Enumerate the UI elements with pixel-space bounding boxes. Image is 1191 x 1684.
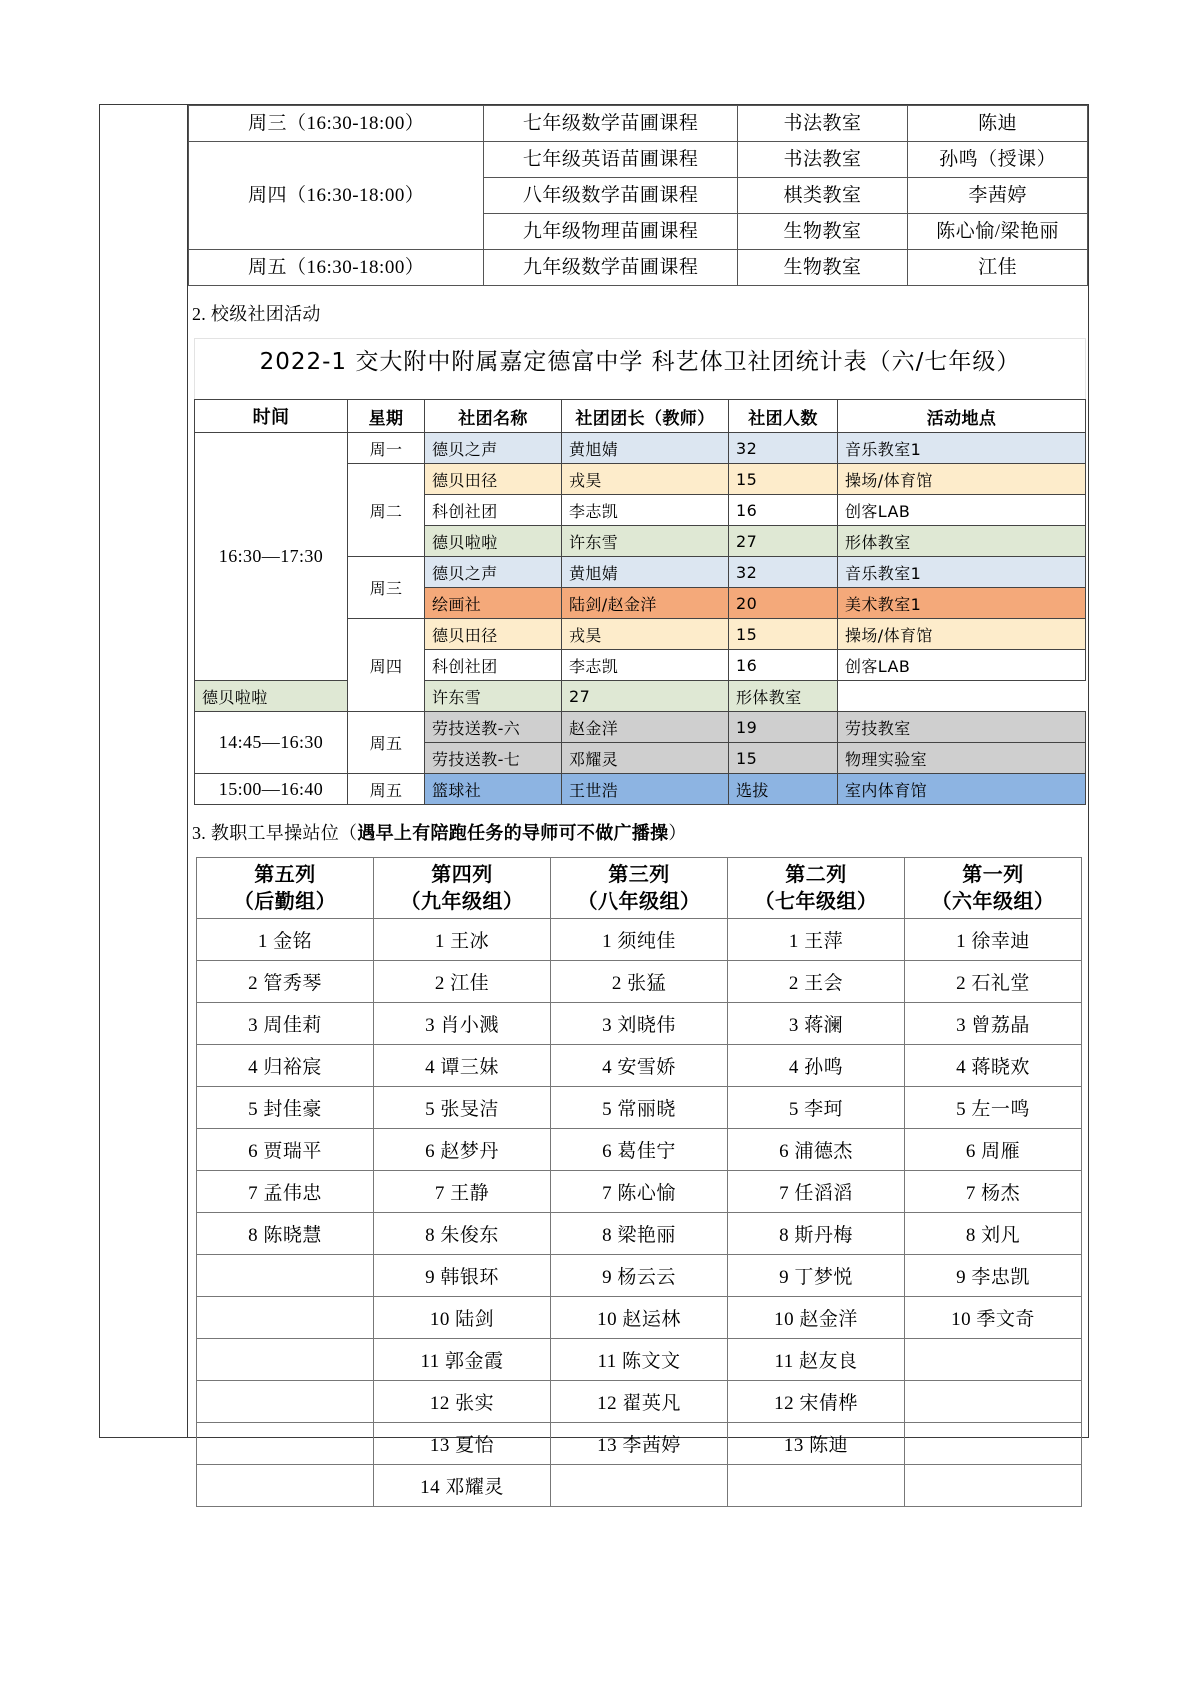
club-count-cell: 20: [729, 588, 838, 619]
morning-name-cell-col4: 9 丁梦悦: [728, 1255, 905, 1297]
morning-name-cell-col3: 12 翟英凡: [551, 1381, 728, 1423]
club-leader-cell: 赵金洋: [562, 712, 729, 743]
club-location-cell: 创客LAB: [838, 495, 1086, 526]
club-row: [195, 774, 1086, 805]
morning-header-col-2: [374, 858, 551, 919]
club-name-cell: 篮球社: [425, 774, 562, 805]
club-location-cell: 操场/体育馆: [838, 464, 1086, 495]
club-time-cell: 16:30—17:30: [195, 433, 348, 681]
morning-row: [197, 1423, 1082, 1465]
miaopu-teacher-cell: 陈心愉/梁艳丽: [908, 214, 1088, 250]
morning-name-cell-col5: 5 左一鸣: [905, 1087, 1082, 1129]
morning-name-cell-col1: 7 孟伟忠: [197, 1171, 374, 1213]
page-frame: [99, 104, 1089, 1498]
club-count-cell: 16: [729, 495, 838, 526]
club-header-location: 活动地点: [838, 400, 1086, 433]
miaopu-teacher-cell: 江佳: [908, 250, 1088, 286]
morning-header-col-5: [905, 858, 1082, 919]
morning-name-cell-col3: [551, 1465, 728, 1507]
morning-name-cell-col4: 5 李珂: [728, 1087, 905, 1129]
morning-name-cell-col3: 1 须纯佳: [551, 919, 728, 961]
section3-label-bold: 遇早上有陪跑任务的导师可不做广播操: [357, 823, 669, 843]
club-count-cell: 32: [729, 433, 838, 464]
club-count-cell: 选拔: [729, 774, 838, 805]
morning-name-cell-col1: 4 归裕宸: [197, 1045, 374, 1087]
club-name-cell: 科创社团: [425, 495, 562, 526]
morning-row: [197, 1465, 1082, 1507]
club-leader-cell: 邓耀灵: [562, 743, 729, 774]
club-header-row: [195, 400, 1086, 433]
miaopu-course-cell: 九年级物理苗圃课程: [484, 214, 738, 250]
miaopu-day-cell: 周四（16:30-18:00）: [189, 142, 484, 250]
morning-name-cell-col3: 5 常丽晓: [551, 1087, 728, 1129]
club-location-cell: 劳技教室: [838, 712, 1086, 743]
morning-header-line2: （六年级组）: [931, 889, 1055, 913]
club-leader-cell: 王世浩: [562, 774, 729, 805]
morning-name-cell-col1: [197, 1423, 374, 1465]
morning-name-cell-col5: 2 石礼堂: [905, 961, 1082, 1003]
morning-name-cell-col1: [197, 1255, 374, 1297]
morning-row: [197, 961, 1082, 1003]
morning-row: [197, 1381, 1082, 1423]
miaopu-course-cell: 七年级数学苗圃课程: [484, 106, 738, 142]
morning-header-line2: （七年级组）: [754, 889, 878, 913]
club-time-cell: 14:45—16:30: [195, 712, 348, 774]
club-time-cell: 15:00—16:40: [195, 774, 348, 805]
miaopu-teacher-cell: 孙鸣（授课）: [908, 142, 1088, 178]
club-table-title-spacer: [194, 385, 1086, 399]
club-header-name: 社团名称: [425, 400, 562, 433]
morning-name-cell-col4: 12 宋倩桦: [728, 1381, 905, 1423]
morning-table-wrapper: [188, 857, 1088, 1507]
club-leader-cell: 戎昊: [562, 619, 729, 650]
morning-name-cell-col2: 11 郭金霞: [374, 1339, 551, 1381]
miaopu-room-cell: 生物教室: [737, 214, 907, 250]
morning-name-cell-col2: 13 夏怡: [374, 1423, 551, 1465]
club-name-cell: 德贝之声: [425, 557, 562, 588]
morning-name-cell-col5: 4 蒋晓欢: [905, 1045, 1082, 1087]
club-row: [195, 433, 1086, 464]
club-name-cell: 德贝田径: [425, 464, 562, 495]
morning-name-cell-col1: 1 金铭: [197, 919, 374, 961]
morning-row: [197, 1255, 1082, 1297]
club-name-cell: 德贝啦啦: [425, 526, 562, 557]
morning-name-cell-col4: 10 赵金洋: [728, 1297, 905, 1339]
morning-name-cell-col3: 11 陈文文: [551, 1339, 728, 1381]
morning-name-cell-col2: 1 王冰: [374, 919, 551, 961]
club-count-cell: 27: [729, 526, 838, 557]
club-table-title: 2022-1 交大附中附属嘉定德富中学 科艺体卫社团统计表（六/七年级）: [194, 338, 1086, 385]
section3-label: [188, 805, 1088, 857]
morning-name-cell-col2: 2 江佳: [374, 961, 551, 1003]
section2-label: 2. 校级社团活动: [192, 304, 321, 324]
morning-name-cell-col2: 10 陆剑: [374, 1297, 551, 1339]
club-leader-cell: 李志凯: [562, 650, 729, 681]
morning-exercise-table: [196, 857, 1082, 1507]
morning-name-cell-col2: 3 肖小溅: [374, 1003, 551, 1045]
morning-name-cell-col4: 4 孙鸣: [728, 1045, 905, 1087]
morning-name-cell-col5: [905, 1465, 1082, 1507]
morning-name-cell-col4: [728, 1465, 905, 1507]
miaopu-course-cell: 九年级数学苗圃课程: [484, 250, 738, 286]
morning-name-cell-col5: [905, 1423, 1082, 1465]
club-header-day: 星期: [348, 400, 425, 433]
miaopu-room-cell: 生物教室: [737, 250, 907, 286]
morning-name-cell-col4: 6 浦德杰: [728, 1129, 905, 1171]
club-leader-cell: 许东雪: [425, 681, 562, 712]
morning-name-cell-col4: 13 陈迪: [728, 1423, 905, 1465]
miaopu-row: [189, 250, 1088, 286]
club-statistics-table: [194, 399, 1086, 805]
club-leader-cell: 黄旭婧: [562, 433, 729, 464]
miaopu-day-cell: 周三（16:30-18:00）: [189, 106, 484, 142]
morning-name-cell-col2: 9 韩银环: [374, 1255, 551, 1297]
morning-name-cell-col1: 3 周佳莉: [197, 1003, 374, 1045]
morning-name-cell-col1: 8 陈晓慧: [197, 1213, 374, 1255]
miaopu-day-cell: 周五（16:30-18:00）: [189, 250, 484, 286]
morning-row: [197, 1129, 1082, 1171]
morning-row: [197, 1213, 1082, 1255]
club-header-leader: 社团团长（教师）: [562, 400, 729, 433]
club-name-cell: 德贝田径: [425, 619, 562, 650]
club-table-wrapper: [188, 338, 1088, 805]
club-header-time: 时间: [195, 400, 348, 433]
morning-name-cell-col3: 13 李茜婷: [551, 1423, 728, 1465]
morning-header-line1: 第三列: [608, 862, 670, 886]
morning-row: [197, 1087, 1082, 1129]
morning-header-line1: 第四列: [431, 862, 493, 886]
club-name-cell: 劳技送教-六: [425, 712, 562, 743]
morning-row: [197, 1045, 1082, 1087]
morning-name-cell-col5: 7 杨杰: [905, 1171, 1082, 1213]
morning-name-cell-col4: 1 王萍: [728, 919, 905, 961]
club-day-cell: 周一: [348, 433, 425, 464]
morning-name-cell-col2: 4 谭三妹: [374, 1045, 551, 1087]
miaopu-room-cell: 棋类教室: [737, 178, 907, 214]
club-leader-cell: 李志凯: [562, 495, 729, 526]
morning-name-cell-col1: [197, 1297, 374, 1339]
club-leader-cell: 黄旭婧: [562, 557, 729, 588]
morning-name-cell-col4: 7 任滔滔: [728, 1171, 905, 1213]
club-day-cell: 周二: [348, 464, 425, 557]
morning-header-line1: 第一列: [962, 862, 1024, 886]
miaopu-row: [189, 142, 1088, 178]
club-name-cell: 德贝之声: [425, 433, 562, 464]
morning-row: [197, 1171, 1082, 1213]
morning-name-cell-col2: 6 赵梦丹: [374, 1129, 551, 1171]
club-location-cell: 创客LAB: [838, 650, 1086, 681]
club-day-cell: 周四: [348, 619, 425, 712]
miaopu-course-table: [188, 105, 1088, 286]
morning-name-cell-col5: 1 徐幸迪: [905, 919, 1082, 961]
morning-row: [197, 919, 1082, 961]
morning-header-col-4: [728, 858, 905, 919]
morning-name-cell-col5: 10 季文奇: [905, 1297, 1082, 1339]
morning-header-col-3: [551, 858, 728, 919]
club-location-cell: 形体教室: [838, 526, 1086, 557]
club-location-cell: 音乐教室1: [838, 433, 1086, 464]
morning-header-line2: （八年级组）: [577, 889, 701, 913]
club-count-cell: 15: [729, 743, 838, 774]
morning-name-cell-col2: 8 朱俊东: [374, 1213, 551, 1255]
morning-name-cell-col5: 9 李忠凯: [905, 1255, 1082, 1297]
morning-row: [197, 1003, 1082, 1045]
morning-name-cell-col1: [197, 1381, 374, 1423]
club-location-cell: 美术教室1: [838, 588, 1086, 619]
morning-header-line2: （九年级组）: [400, 889, 524, 913]
page-content-column: [188, 105, 1088, 1498]
club-row: [195, 712, 1086, 743]
miaopu-room-cell: 书法教室: [737, 142, 907, 178]
morning-name-cell-col1: 5 封佳豪: [197, 1087, 374, 1129]
club-day-cell: 周三: [348, 557, 425, 619]
club-location-cell: 操场/体育馆: [838, 619, 1086, 650]
morning-name-cell-col4: 11 赵友良: [728, 1339, 905, 1381]
page-left-gutter: [100, 105, 188, 1437]
miaopu-room-cell: 书法教室: [737, 106, 907, 142]
club-location-cell: 室内体育馆: [838, 774, 1086, 805]
club-name-cell: 绘画社: [425, 588, 562, 619]
morning-name-cell-col1: 2 管秀琴: [197, 961, 374, 1003]
morning-name-cell-col3: 9 杨云云: [551, 1255, 728, 1297]
morning-name-cell-col3: 4 安雪娇: [551, 1045, 728, 1087]
club-name-cell: 德贝啦啦: [195, 681, 348, 712]
morning-name-cell-col4: 2 王会: [728, 961, 905, 1003]
club-leader-cell: 戎昊: [562, 464, 729, 495]
morning-name-cell-col3: 2 张猛: [551, 961, 728, 1003]
morning-row: [197, 1297, 1082, 1339]
morning-name-cell-col3: 3 刘晓伟: [551, 1003, 728, 1045]
morning-name-cell-col1: [197, 1465, 374, 1507]
morning-name-cell-col2: 12 张实: [374, 1381, 551, 1423]
morning-name-cell-col5: 8 刘凡: [905, 1213, 1082, 1255]
morning-header-row: [197, 858, 1082, 919]
club-header-count: 社团人数: [729, 400, 838, 433]
morning-name-cell-col2: 5 张旻洁: [374, 1087, 551, 1129]
club-count-cell: 15: [729, 464, 838, 495]
morning-header-col-1: [197, 858, 374, 919]
morning-name-cell-col1: [197, 1339, 374, 1381]
club-row: [195, 681, 1086, 712]
miaopu-teacher-cell: 李茜婷: [908, 178, 1088, 214]
club-location-cell: 物理实验室: [838, 743, 1086, 774]
morning-name-cell-col5: [905, 1381, 1082, 1423]
club-location-cell: 形体教室: [729, 681, 838, 712]
miaopu-course-cell: 七年级英语苗圃课程: [484, 142, 738, 178]
morning-name-cell-col5: [905, 1339, 1082, 1381]
section3-label-prefix: 3. 教职工早操站位（: [192, 823, 358, 843]
morning-name-cell-col3: 10 赵运林: [551, 1297, 728, 1339]
club-location-cell: 音乐教室1: [838, 557, 1086, 588]
club-leader-cell: 许东雪: [562, 526, 729, 557]
morning-name-cell-col4: 8 斯丹梅: [728, 1213, 905, 1255]
morning-name-cell-col4: 3 蒋澜: [728, 1003, 905, 1045]
morning-header-line1: 第二列: [785, 862, 847, 886]
morning-header-line1: 第五列: [254, 862, 316, 886]
morning-row: [197, 1339, 1082, 1381]
club-count-cell: 15: [729, 619, 838, 650]
club-count-cell: 32: [729, 557, 838, 588]
club-day-cell: 周五: [348, 712, 425, 774]
club-name-cell: 劳技送教-七: [425, 743, 562, 774]
miaopu-teacher-cell: 陈迪: [908, 106, 1088, 142]
morning-name-cell-col5: 6 周雁: [905, 1129, 1082, 1171]
morning-name-cell-col5: 3 曾荔晶: [905, 1003, 1082, 1045]
club-leader-cell: 陆剑/赵金洋: [562, 588, 729, 619]
morning-name-cell-col3: 8 梁艳丽: [551, 1213, 728, 1255]
club-count-cell: 19: [729, 712, 838, 743]
miaopu-row: [189, 106, 1088, 142]
club-count-cell: 16: [729, 650, 838, 681]
morning-name-cell-col3: 6 葛佳宁: [551, 1129, 728, 1171]
miaopu-course-cell: 八年级数学苗圃课程: [484, 178, 738, 214]
club-day-cell: 周五: [348, 774, 425, 805]
club-name-cell: 科创社团: [425, 650, 562, 681]
club-count-cell: 27: [562, 681, 729, 712]
morning-name-cell-col2: 7 王静: [374, 1171, 551, 1213]
morning-name-cell-col1: 6 贾瑞平: [197, 1129, 374, 1171]
section3-label-suffix: ）: [668, 823, 687, 843]
morning-header-line2: （后勤组）: [233, 889, 337, 913]
morning-name-cell-col2: 14 邓耀灵: [374, 1465, 551, 1507]
morning-name-cell-col3: 7 陈心愉: [551, 1171, 728, 1213]
